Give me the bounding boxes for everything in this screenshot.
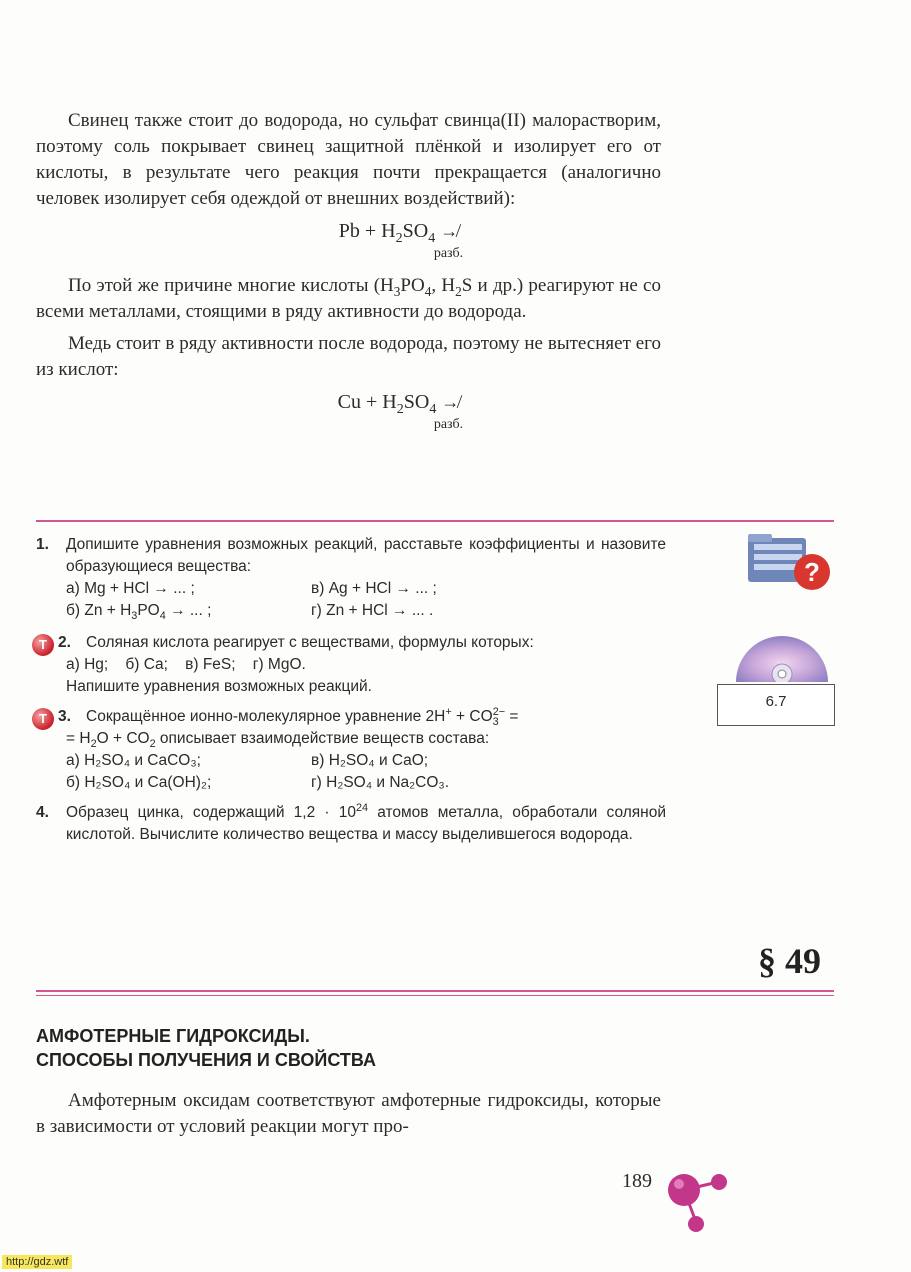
- intro-paragraph-1: Свинец также стоит до водорода, но сульфат свинца(II) малорастворим, поэтому соль покрывает свинец защитной плёнкой и изолирует его от кислоты, в результате чего реакция почти прекращается (аналогично человек изолирует себя одеждой от внешних воздействий):: [36, 110, 661, 209]
- equation-lead: $Pb + H_2SO_4$ ↛ разб.: [36, 218, 661, 263]
- option-a: а) Mg + HCl → ... ;: [66, 580, 195, 597]
- question-3-options: [66, 750, 666, 794]
- option-d: г) H₂SO₄ и Na₂CO₃.: [311, 774, 450, 791]
- molecule-icon: [664, 1168, 736, 1240]
- questions-separator: [36, 520, 834, 522]
- question-3-text: Сокращённое ионно-молекулярное уравнение $2H^+ + CO_3^{2-}$ =: [86, 705, 519, 729]
- intro-block: [36, 108, 661, 434]
- option-b: б) $Zn + H_3PO_4$ → ... ;: [66, 602, 212, 623]
- option-d: г) Zn + HCl → ... .: [311, 602, 434, 619]
- question-1: [36, 534, 666, 622]
- section-title-line-2: СПОСОБЫ ПОЛУЧЕНИЯ И СВОЙСТВА: [36, 1050, 376, 1070]
- question-2-note: Напишите уравнения возможных реакций.: [66, 678, 372, 695]
- question-3-number: 3.: [58, 708, 71, 725]
- page-number: 189: [622, 1170, 652, 1192]
- section-paragraph-1: Амфотерным оксидам соответствуют амфотерные гидроксиды, которые в зависимости от условий реакции могут про-: [36, 1090, 661, 1137]
- resource-box-label: 6.7: [765, 693, 787, 710]
- question-1-text: Допишите уравнения возможных реакций, расставьте коэффициенты и назовите образующиеся вещества:: [66, 536, 666, 575]
- question-4-number: 4.: [36, 804, 49, 821]
- question-1-number: 1.: [36, 536, 49, 553]
- equation-copper-condition: разб.: [433, 417, 464, 432]
- test-badge-icon: Т: [32, 708, 54, 730]
- test-badge-icon: Т: [32, 634, 54, 656]
- question-1-options: [66, 578, 666, 622]
- question-2-number: 2.: [58, 634, 71, 651]
- section-title: [36, 1024, 376, 1072]
- question-2-text: Соляная кислота реагирует с веществами, формулы которых:: [86, 634, 534, 651]
- folder-question-icon: [744, 530, 834, 594]
- intro-paragraph-3: Медь стоит в ряду активности после водорода, поэтому не вытесняет его из кислот:: [36, 333, 661, 380]
- question-4: [36, 802, 666, 846]
- question-2-options: а) Hg; б) Ca; в) FeS; г) MgO.: [66, 656, 306, 673]
- svg-text:?: ?: [804, 557, 820, 587]
- question-3: [36, 706, 666, 794]
- equation-lead-condition: разб.: [433, 246, 464, 261]
- question-3-line2: = $H_2O + CO_2$ описывает взаимодействие веществ состава:: [66, 730, 490, 751]
- section-title-line-1: АМФОТЕРНЫЕ ГИДРОКСИДЫ.: [36, 1026, 310, 1046]
- section-number: § 49: [758, 941, 821, 981]
- resource-box: [717, 684, 835, 726]
- option-c: в) Ag + HCl → ... ;: [311, 580, 437, 597]
- section-rule-bottom: [36, 995, 834, 996]
- cd-disc-icon: [734, 632, 830, 682]
- intro-paragraph-2: По этой же причине многие кислоты ($H_3PO_4$, $H_2S$ и др.) реагируют не со всеми металлами, стоящими в ряду активности до водорода.: [36, 275, 661, 322]
- watermark-link[interactable]: http://gdz.wtf: [2, 1255, 72, 1269]
- option-b: б) H₂SO₄ и Ca(OH)₂;: [66, 774, 212, 791]
- question-2: [36, 632, 666, 698]
- questions-block: [36, 534, 666, 852]
- section-rule-top: [36, 990, 834, 992]
- equation-copper: $Cu + H_2SO_4$ ↛ разб.: [36, 389, 661, 434]
- option-a: а) H₂SO₄ и CaCO₃;: [66, 752, 201, 769]
- question-4-text: Образец цинка, содержащий $1,2 \cdot 10^{24}$ атомов металла, обработали соляной кислотой. Вычислите количество вещества и массу выделившегося водорода.: [66, 801, 666, 843]
- section-body: [36, 1088, 661, 1140]
- option-c: в) H₂SO₄ и CaO;: [311, 752, 429, 769]
